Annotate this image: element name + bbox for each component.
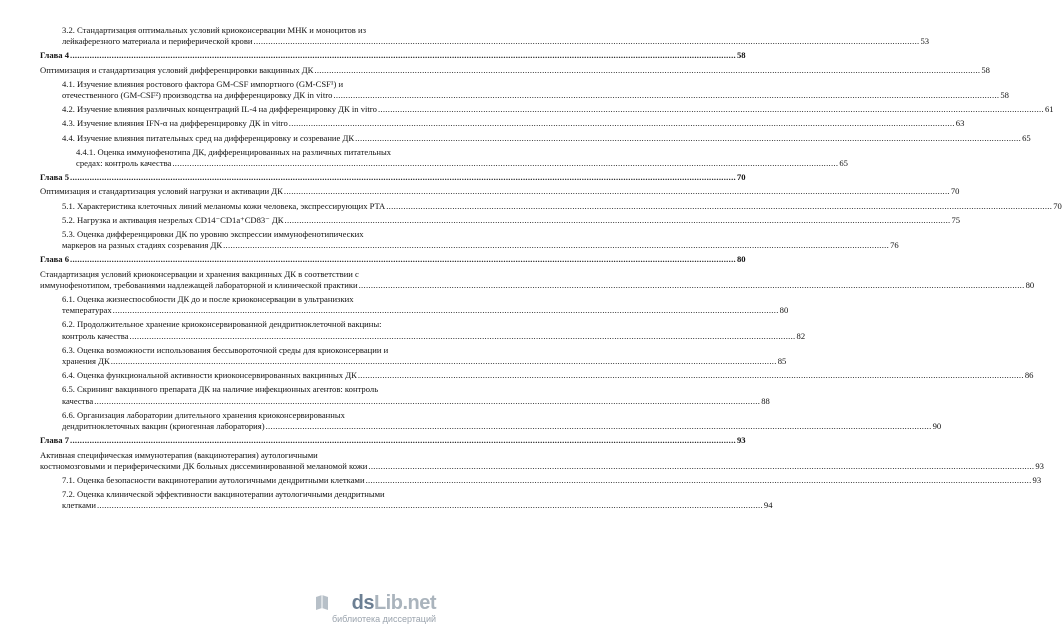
toc-entry-text: 6.3. Оценка возможности использования бессывороточной среды для криоконсервации и: [62, 344, 389, 355]
toc-leader-dots: [254, 36, 920, 47]
toc-entry-text: иммунофенотипом, требованиями надлежащей лабораторной и клинической практики: [40, 279, 358, 290]
toc-leader-dots: [70, 50, 736, 61]
toc-entry-text: хранения ДК: [62, 356, 110, 367]
toc-entry-text: 6.6. Организация лаборатории длительного хранения криоконсервированных: [62, 409, 345, 420]
toc-page-number: 75: [951, 214, 961, 225]
toc-entry-text: Оптимизация и стандартизация условий дифференцировки вакцинных ДК: [40, 64, 314, 75]
toc-entry: [40, 474, 1042, 486]
toc-page-number: 93: [1032, 474, 1042, 485]
toc-leader-dots: [172, 158, 838, 169]
toc-page-number: 65: [839, 158, 848, 169]
toc-page-number: 90: [932, 421, 942, 432]
toc-entry: [40, 25, 930, 47]
toc-leader-dots: [355, 133, 1021, 144]
toc-page-number: 88: [761, 395, 770, 406]
toc-page-number: 53: [920, 36, 930, 47]
toc-page-number: 80: [779, 305, 789, 316]
toc-entry-text: лейкаферезного материала и периферической крови: [62, 36, 253, 47]
toc-page-number: 58: [736, 50, 746, 61]
toc-entry-text: отечественного (GM-CSF²) производства на дифференцировку ДК in vitro: [62, 90, 333, 101]
toc-entry: [40, 50, 746, 61]
toc-entry: [40, 449, 1044, 472]
toc-leader-dots: [289, 118, 955, 129]
toc-leader-dots: [266, 421, 932, 432]
toc-entry: [40, 319, 806, 341]
toc-leader-dots: [284, 186, 950, 197]
toc-entry: [40, 104, 1054, 115]
toc-entry-text: 4.2. Изучение влияния различных концентраций IL-4 на дифференцировку ДК in vitro: [62, 104, 377, 115]
toc-entry-text: 5.3. Оценка дифференцировки ДК по уровню экспрессии иммунофенотипических: [62, 229, 364, 240]
toc-leader-dots: [70, 172, 736, 183]
toc-entry: [40, 172, 746, 183]
toc-entry: [40, 118, 965, 129]
toc-page-number: 65: [1022, 132, 1031, 143]
toc-entry-text: Глава 6: [40, 254, 69, 265]
toc-entry-text: средах: контроль качества: [76, 158, 172, 169]
toc-entry-text: 5.2. Нагрузка и активация незрелых CD14⁻CD1a⁺CD83⁻ ДК: [62, 214, 284, 225]
toc-entry: [40, 64, 990, 76]
toc-leader-dots: [113, 305, 779, 316]
toc-leader-dots: [70, 435, 736, 446]
toc-entry-text: 7.2. Оценка клинической эффективности вакцинотерапии аутологичными дендритными: [62, 489, 385, 500]
toc-entry: [40, 214, 961, 226]
toc-leader-dots: [111, 356, 777, 367]
toc-entry: [40, 229, 899, 251]
toc-leader-dots: [378, 104, 1044, 115]
watermark-logo-lib: Lib.net: [373, 592, 436, 614]
toc-leader-dots: [359, 280, 1025, 291]
toc-entry: [40, 294, 789, 316]
toc-entry-text: костномозговыми и периферическими ДК больных диссеминированной меланомой кожи: [40, 460, 368, 471]
toc-page-number: 58: [1000, 90, 1009, 101]
toc-entry-text: 7.1. Оценка безопасности вакцинотерапии аутологичными дендритными клетками: [62, 474, 365, 485]
toc-page-number: 94: [763, 500, 773, 511]
toc-page-number: 58: [981, 64, 990, 75]
toc-entry-text: 5.1. Характеристика клеточных линий меланомы кожи человека, экспрессирующих PTA: [62, 200, 386, 211]
dslib-watermark: [318, 592, 436, 626]
toc-entry-text: 3.2. Стандартизация оптимальных условий криоконсервации МНК и моноцитов из: [62, 25, 366, 35]
toc-entry-text: клетками: [62, 500, 96, 511]
book-icon: [314, 594, 330, 612]
table-of-contents: [40, 22, 1062, 512]
toc-entry-text: 6.1. Оценка жизнеспособности ДК до и после криоконсервации в ультранизких: [62, 294, 354, 305]
watermark-logo: [352, 592, 436, 615]
toc-entry-text: 4.4.1. Оценка иммунофенотипа ДК, дифференцированных на различных питательных: [76, 146, 392, 157]
toc-entry-text: Глава 4: [40, 50, 69, 61]
toc-entry: [40, 200, 1062, 212]
toc-leader-dots: [94, 396, 760, 407]
toc-entry: [40, 146, 848, 169]
toc-entry: [40, 370, 1034, 381]
toc-entry-text: 4.3. Изучение влияния IFN-α на дифференцировку ДК in vitro: [62, 118, 288, 129]
toc-leader-dots: [386, 201, 1052, 212]
toc-entry: [40, 384, 770, 406]
watermark-subtitle: библиотека диссертаций: [331, 614, 436, 624]
toc-page-number: 93: [736, 435, 746, 446]
toc-entry: [40, 78, 1009, 101]
toc-entry: [40, 489, 773, 511]
toc-entry: [40, 344, 787, 367]
toc-entry-text: 4.4. Изучение влияния питательных сред на дифференцировку и созревание ДК: [62, 132, 355, 143]
toc-page-number: 86: [1024, 370, 1034, 381]
toc-page-number: 80: [1025, 279, 1035, 290]
toc-entry-text: 4.1. Изучение влияния ростового фактора GM-CSF импортного (GM-CSF¹) и: [62, 78, 344, 89]
toc-entry-text: 6.2. Продолжительное хранение криоконсервированной дендритноклеточной вакцины:: [62, 319, 382, 330]
toc-leader-dots: [285, 215, 951, 226]
toc-entry: [40, 186, 960, 197]
toc-page-number: 80: [736, 254, 746, 265]
toc-page-number: 70: [736, 172, 746, 183]
toc-leader-dots: [366, 475, 1032, 486]
toc-entry: [40, 268, 1035, 291]
toc-page-number: 93: [1035, 460, 1044, 471]
toc-entry-text: Глава 5: [40, 172, 69, 183]
toc-page-number: 85: [777, 356, 787, 367]
toc-entry-text: 6.5. Скрининг вакцинного препарата ДК на наличие инфекционных агентов: контроль: [62, 384, 379, 395]
toc-leader-dots: [314, 65, 980, 76]
toc-entry-text: 6.4. Оценка функциональной активности криоконсервированных вакцинных ДК: [62, 370, 357, 381]
toc-page-number: 63: [955, 118, 965, 129]
toc-entry-text: дендритноклеточных вакцин (криогенная лаборатория): [62, 421, 265, 432]
toc-entry-text: качества: [62, 395, 94, 406]
toc-leader-dots: [368, 461, 1034, 472]
watermark-logo-ds: ds: [351, 592, 374, 614]
toc-leader-dots: [333, 90, 999, 101]
toc-entry-text: контроль качества: [62, 330, 129, 341]
toc-page-number: 82: [796, 330, 806, 341]
toc-leader-dots: [358, 370, 1024, 381]
toc-page-number: 70: [950, 186, 960, 197]
toc-leader-dots: [97, 500, 763, 511]
toc-page-number: 61: [1044, 104, 1054, 115]
toc-entry-text: Стандартизация условий криоконсервации и хранения вакцинных ДК в соответствии с: [40, 268, 359, 279]
toc-entry: [40, 435, 746, 446]
toc-entry-text: Оптимизация и стандартизация условий нагрузки и активации ДК: [40, 186, 283, 197]
toc-leader-dots: [70, 254, 736, 265]
toc-entry-text: Глава 7: [40, 435, 69, 446]
toc-page-number: 70: [1053, 200, 1062, 211]
toc-entry-text: температурах: [62, 305, 112, 316]
toc-leader-dots: [223, 240, 889, 251]
toc-leader-dots: [130, 331, 796, 342]
toc-entry-text: маркеров на разных стадиях созревания ДК: [62, 240, 223, 251]
toc-entry: [40, 409, 942, 432]
toc-page-number: 76: [890, 240, 899, 251]
toc-entry: [40, 132, 1031, 144]
toc-entry-text: Активная специфическая иммунотерапия (вакцинотерапия) аутологичными: [40, 449, 318, 460]
toc-entry: [40, 254, 746, 265]
